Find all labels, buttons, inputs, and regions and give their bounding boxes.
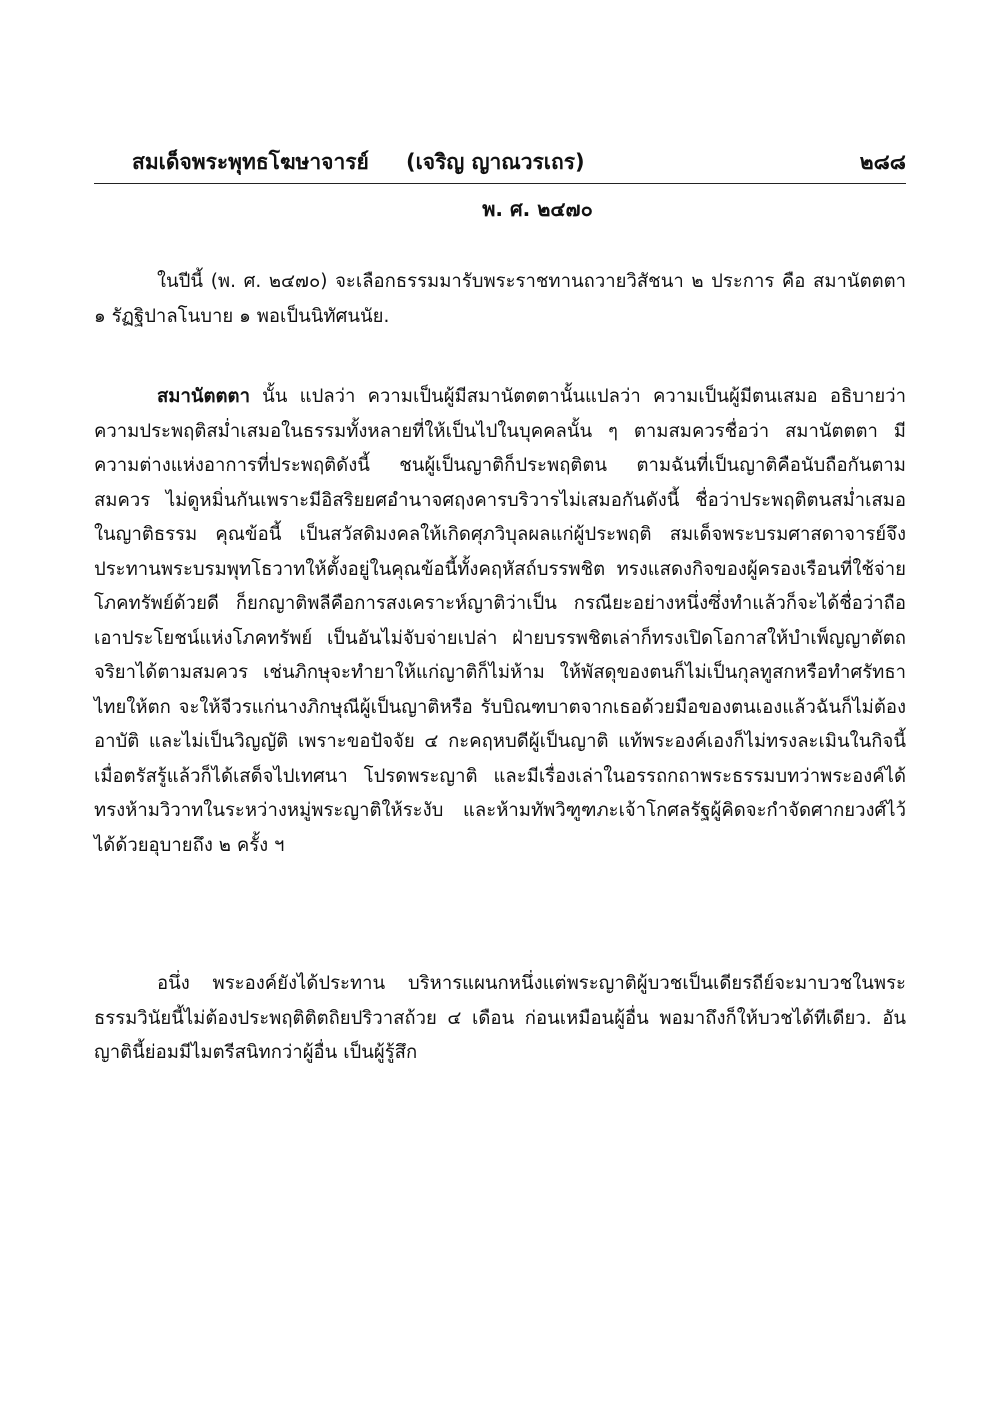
header-rule xyxy=(94,183,906,184)
year-heading: พ. ศ. ๒๔๗๐ xyxy=(482,197,593,221)
header-author: สมเด็จพระพุทธโฆษาจารย์ xyxy=(132,150,369,174)
paragraph-intro: ในปีนี้ (พ. ศ. ๒๔๗๐) จะเลือกธรรมมารับพระราชทานถวายวิสัชนา ๒ ประการ คือ สมานัตตตา ๑ รัฏฐิปาลโนบาย ๑ พอเป็นนิทัศนนัย. xyxy=(94,271,906,327)
page-number: ๒๘๘ xyxy=(859,150,906,174)
header-name: (เจริญ ญาณวรเถร) xyxy=(406,150,585,174)
term-samanattata: สมานัตตตา xyxy=(157,386,250,407)
running-header xyxy=(94,146,906,182)
paragraph-samanattata xyxy=(94,380,906,863)
paragraph-closing: อนึ่ง พระองค์ยังได้ประทาน บริหารแผนกหนึ่งแต่พระญาติผู้บวชเป็นเดียรถีย์จะมาบวชในพระธรรมวินัยนี้ไม่ต้องประพฤติติตถิยปริวาสถ้วย ๔ เดือน ก่อนเหมือนผู้อื่น พอมาถึงก็ให้บวชได้ทีเดียว. อันญาตินี้ย่อมมีไมตรีสนิทกว่าผู้อื่น เป็นผู้รู้สึก xyxy=(94,973,906,1063)
paragraph-samanattata-body: นั้น แปลว่า ความเป็นผู้มีสมานัตตตานั้นแปลว่า ความเป็นผู้มีตนเสมอ อธิบายว่า ความประพฤติสม่ำเสมอในธรรมทั้งหลายที่ให้เป็นไปในบุคคลนั้น ๆ ตามสมควรชื่อว่า สมานัตตตา มีความต่างแห่งอาการที่ประพฤติดังนี้ ชนผู้เป็นญาติก็ประพฤติตน ตามฉันที่เป็นญาติคือนับถือกันตามสมควร ไม่ดูหมิ่นกันเพราะมีอิสริยยศอำนาจศฤงคารบริวารไม่เสมอกันดังนี้ ชื่อว่าประพฤติตนสม่ำเสมอในญาติธรรม คุณข้อนี้ เป็นสวัสดิมงคลให้เกิดศุภวิบุลผลแก่ผู้ประพฤติ สมเด็จพระบรมศาสดาจารย์จึงประทานพระบรมพุทโธวาทให้ตั้งอยู่ในคุณข้อนี้ทั้งคฤหัสถ์บรรพชิต ทรงแสดงกิจของผู้ครองเรือนที่ใช้จ่ายโภคทรัพย์ด้วยดี ก็ยกญาติพลีคือการสงเคราะห์ญาติว่าเป็น กรณียะอย่างหนึ่งซึ่งทำแล้วก็จะได้ชื่อว่าถือเอาประโยชน์แห่งโภคทรัพย์ เป็นอันไม่จับจ่ายเปล่า ฝ่ายบรรพชิตเล่าก็ทรงเปิดโอกาสให้บำเพ็ญญาตัตถจริยาได้ตามสมควร เช่นภิกษุจะทำยาให้แก่ญาติก็ไม่ห้าม ให้พัสดุของตนก็ไม่เป็นกุลทูสกหรือทำศรัทธาไทยให้ตก จะให้จีวรแก่นางภิกษุณีผู้เป็นญาติหรือ รับบิณฑบาตจากเธอด้วยมือของตนเองแล้วฉันก็ไม่ต้องอาบัติ และไม่เป็นวิญญัติ เพราะขอปัจจัย ๔ กะคฤหบดีผู้เป็นญาติ แท้พระองค์เองก็ไม่ทรงละเมินในกิจนี้ เมื่อตรัสรู้แล้วก็ได้เสด็จไปเทศนา โปรดพระญาติ และมีเรื่องเล่าในอรรถกถาพระธรรมบทว่าพระองค์ได้ทรงห้ามวิวาทในระหว่างหมู่พระญาติให้ระงับ และห้ามทัพวิฑูฑภะเจ้าโกศลรัฐผู้คิดจะกำจัดศากยวงศ์ไว้ได้ด้วยอุบายถึง ๒ ครั้ง ฯ xyxy=(94,386,906,856)
